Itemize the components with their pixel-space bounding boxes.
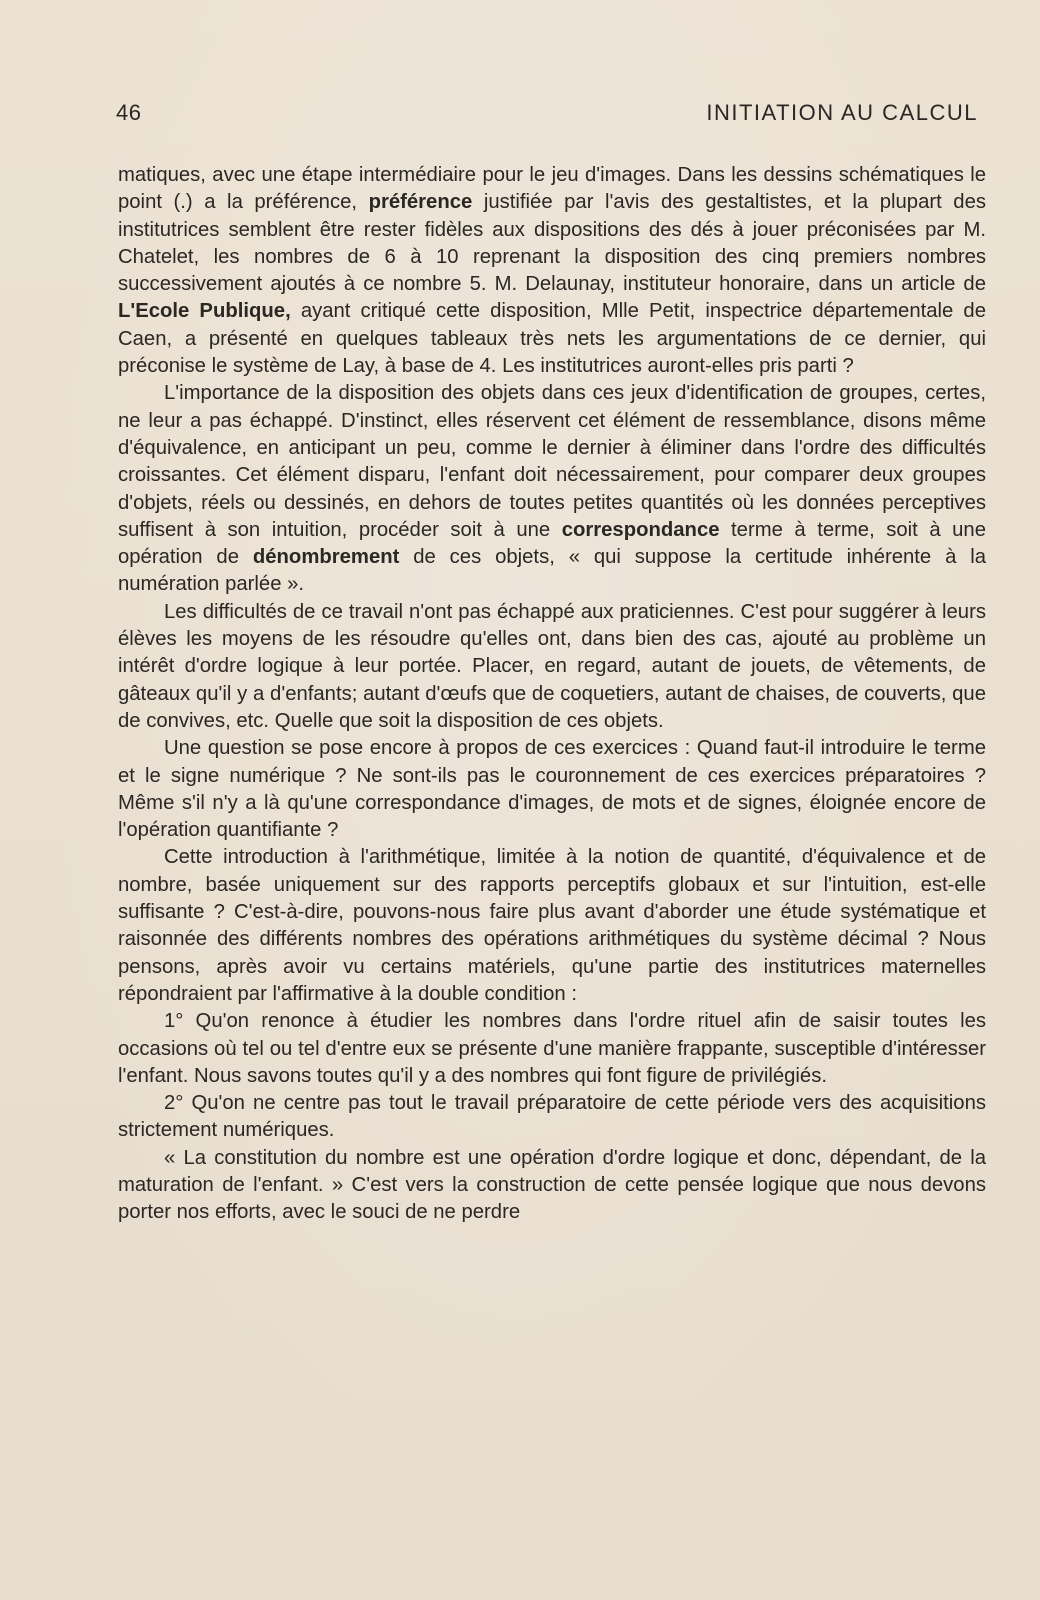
paragraph	[118, 735, 986, 844]
text-run: 2° Qu'on ne centre pas tout le travail préparatoire de cette période vers des acquisitions strictement numériques.	[118, 1092, 986, 1142]
text-run: Cette introduction à l'arithmétique, limitée à la notion de quantité, d'équivalence et de nombre, basée uniquement sur des rapports perceptifs globaux et sur l'intuition, est-elle suffisante ? C'est-à-dire, pouvons-nous faire plus avant d'aborder une étude systématique et raisonnée des différents nombres des opérations arithmétiques du système décimal ? Nous pensons, après avoir vu certains matériels, qu'une partie des institutrices maternelles répondraient par l'affirmative à la double condition :	[118, 846, 986, 1005]
body-text	[118, 162, 986, 1227]
text-run: terme à terme, soit à une opération de	[118, 518, 986, 569]
text-run: L'importance de la disposition des objets dans ces jeux d'identification de groupes, certes, ne leur a pas échappé. D'instinct, elles réservent cet élément de ressemblance, disons même d'équivalence, en anticipant un peu, comme le dernier à éliminer dans l'ordre des difficultés croissantes. Cet élément disparu, l'enfant doit nécessairement, pour comparer deux groupes d'objets, réels ou dessinés, en dehors de toutes petites quantités où les données perceptives suffisent à son intuition, procéder soit à une	[118, 382, 986, 541]
paragraph	[118, 1145, 986, 1227]
running-title: INITIATION AU CALCUL	[706, 100, 978, 125]
text-run: « La constitution du nombre est une opération d'ordre logique et donc, dépendant, de la maturation de l'enfant. » C'est vers la construction de cette pensée logique que nous devons porter nos efforts, avec le souci de ne perdre	[118, 1146, 986, 1224]
emphasized-text: dénombrement	[252, 546, 400, 569]
emphasized-text: préférence	[368, 191, 473, 214]
text-run: 1° Qu'on renonce à étudier les nombres dans l'ordre rituel afin de saisir toutes les occasions où tel ou tel d'entre eux se présente d'une manière frappante, susceptible d'intéresser l'enfant. Nous savons toutes qu'il y a des nombres qui font figure de privilégiés.	[118, 1010, 986, 1087]
page-number: 46	[116, 100, 142, 125]
text-run: de ces objets, « qui suppose la certitude inhérente à la numération parlée ».	[118, 546, 987, 596]
text-run: matiques, avec une étape intermédiaire pour le jeu d'images. Dans les dessins schématiques le point (.) a la préférence,	[118, 164, 986, 214]
paragraph	[118, 1008, 986, 1090]
emphasized-text: L'Ecole Publique,	[118, 300, 291, 323]
text-run: justifiée par l'avis des gestaltistes, et la plupart des institutrices semblent être rester fidèles aux dispositions des dés à jouer préconisées par M. Chatelet, les nombres de 6 à 10 reprenant la disposition des cinq premiers nombres successivement ajoutés à ce nombre 5. M. Delaunay, instituteur honoraire, dans un article de	[118, 191, 986, 296]
paragraph	[118, 1090, 986, 1145]
text-run: Les difficultés de ce travail n'ont pas échappé aux praticiennes. C'est pour suggérer à leurs élèves les moyens de les résoudre qu'elles ont, dans bien des cas, ajouté au problème un intérêt d'ordre logique à leur portée. Placer, en regard, autant de jouets, de vêtements, de gâteaux qu'il y a d'enfants; autant d'œufs que de coquetiers, autant de chaises, de couverts, que de convives, etc. Quelle que soit la disposition de ces objets.	[118, 600, 986, 732]
emphasized-text: correspondance	[561, 518, 720, 541]
text-run: ayant critiqué cette disposition, Mlle Petit, inspectrice départementale de Caen, a présenté en quelques tableaux très nets les argumentations de ce dernier, qui préconise le système de Lay, à base de 4. Les institutrices auront-elles pris parti ?	[118, 300, 986, 378]
paragraph	[118, 844, 986, 1008]
paragraph	[118, 380, 986, 598]
paragraph	[118, 162, 986, 380]
paragraph	[118, 599, 986, 735]
text-run: Une question se pose encore à propos de ces exercices : Quand faut-il introduire le terme et le signe numérique ? Ne sont-ils pas le couronnement de ces exercices préparatoires ? Même s'il n'y a là qu'une correspondance d'images, de mots et de signes, éloignée encore de l'opération quantifiante ?	[118, 737, 986, 842]
